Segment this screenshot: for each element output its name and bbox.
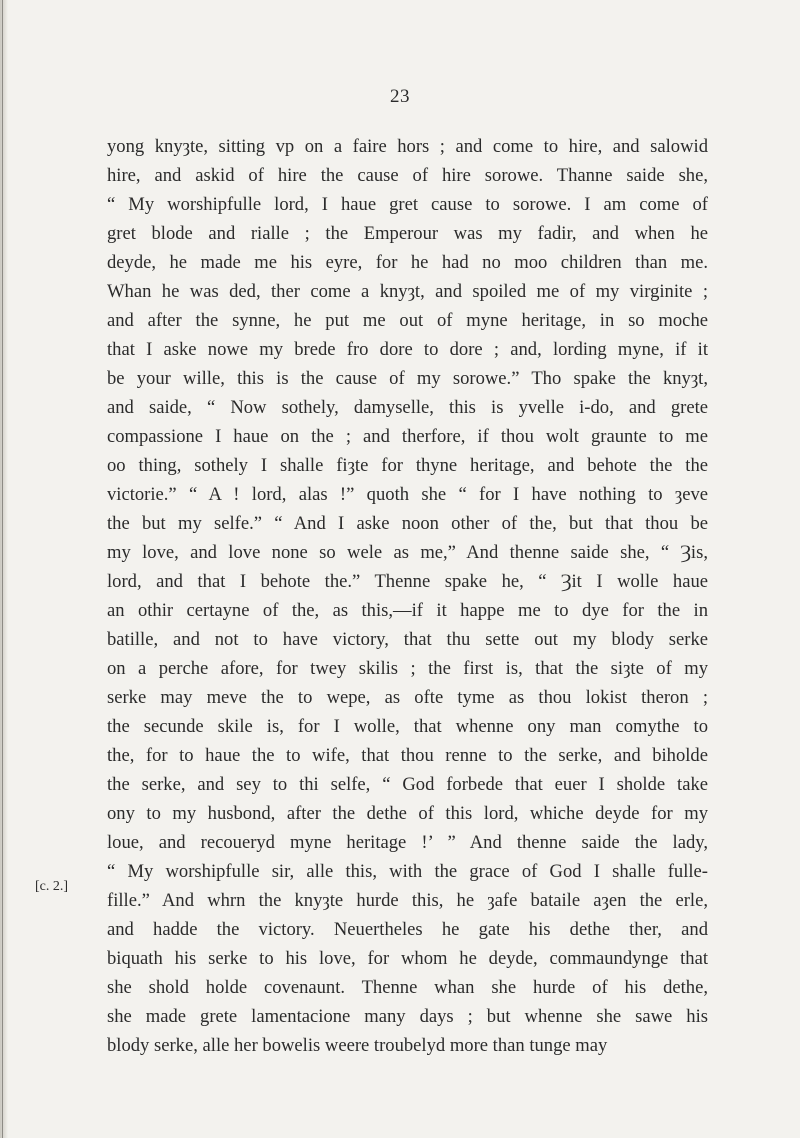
text-line: an othir certayne of the, as this,—if it happe me to dye for the in xyxy=(107,600,708,621)
text-line: and saide, “ Now sothely, damyselle, this is yvelle i-do, and grete xyxy=(107,397,708,418)
text-line: deyde, he made me his eyre, for he had no moo children than me. xyxy=(107,252,708,273)
text-line: victorie.” “ A ! lord, alas !” quoth she “ for I have nothing to ȝeve xyxy=(107,484,708,505)
text-line: yong knyȝte, sitting vp on a faire hors ; and come to hire, and salowid xyxy=(107,136,708,157)
text-line: “ My worshipfulle sir, alle this, with the grace of God I shalle fulle- xyxy=(107,861,708,882)
text-line: biquath his serke to his love, for whom he deyde, commaundynge that xyxy=(107,948,708,969)
text-line: she made grete lamentacione many days ; but whenne she sawe his xyxy=(107,1006,708,1027)
body-text xyxy=(107,132,708,1060)
binding-line xyxy=(2,0,3,1138)
text-line: “ My worshipfulle lord, I haue gret cause to sorowe. I am come of xyxy=(107,194,708,215)
text-line: on a perche afore, for twey skilis ; the first is, that the siȝte of my xyxy=(107,658,708,679)
text-line: the serke, and sey to thi selfe, “ God forbede that euer I sholde take xyxy=(107,774,708,795)
text-line: fille.” And whrn the knyȝte hurde this, he ȝafe bataile aȝen the erle, xyxy=(107,890,708,911)
text-line: the secunde skile is, for I wolle, that whenne ony man comythe to xyxy=(107,716,708,737)
text-line: my love, and love none so wele as me,” And thenne saide she, “ Ȝis, xyxy=(107,542,708,563)
text-line: gret blode and rialle ; the Emperour was my fadir, and when he xyxy=(107,223,708,244)
text-line: loue, and recoueryd myne heritage !’ ” And thenne saide the lady, xyxy=(107,832,708,853)
margin-note: [c. 2.] xyxy=(35,879,69,894)
text-line: the but my selfe.” “ And I aske noon other of the, but that thou be xyxy=(107,513,708,534)
text-line: oo thing, sothely I shalle fiȝte for thyne heritage, and behote the the xyxy=(107,455,708,476)
text-line: that I aske nowe my brede fro dore to dore ; and, lording myne, if it xyxy=(107,339,708,360)
text-line: the, for to haue the to wife, that thou renne to the serke, and biholde xyxy=(107,745,708,766)
text-line: and hadde the victory. Neuertheles he gate his dethe ther, and xyxy=(107,919,708,940)
text-line: lord, and that I behote the.” Thenne spake he, “ Ȝit I wolle haue xyxy=(107,571,708,592)
text-line: she shold holde covenaunt. Thenne whan she hurde of his dethe, xyxy=(107,977,708,998)
text-line: blody serke, alle her bowelis weere troubelyd more than tunge may xyxy=(107,1035,608,1056)
text-line: and after the synne, he put me out of myne heritage, in so moche xyxy=(107,310,708,331)
text-line: serke may meve the to wepe, as ofte tyme as thou lokist theron ; xyxy=(107,687,708,708)
text-line: hire, and askid of hire the cause of hire sorowe. Thanne saide she, xyxy=(107,165,708,186)
text-line: be your wille, this is the cause of my sorowe.” Tho spake the knyȝt, xyxy=(107,368,708,389)
text-line: compassione I haue on the ; and therfore, if thou wolt graunte to me xyxy=(107,426,708,447)
text-line: Whan he was ded, ther come a knyȝt, and spoiled me of my virginite ; xyxy=(107,281,708,302)
text-line: ony to my husbond, after the dethe of this lord, whiche deyde for my xyxy=(107,803,708,824)
page-number: 23 xyxy=(390,86,410,107)
text-line: batille, and not to have victory, that thu sette out my blody serke xyxy=(107,629,708,650)
